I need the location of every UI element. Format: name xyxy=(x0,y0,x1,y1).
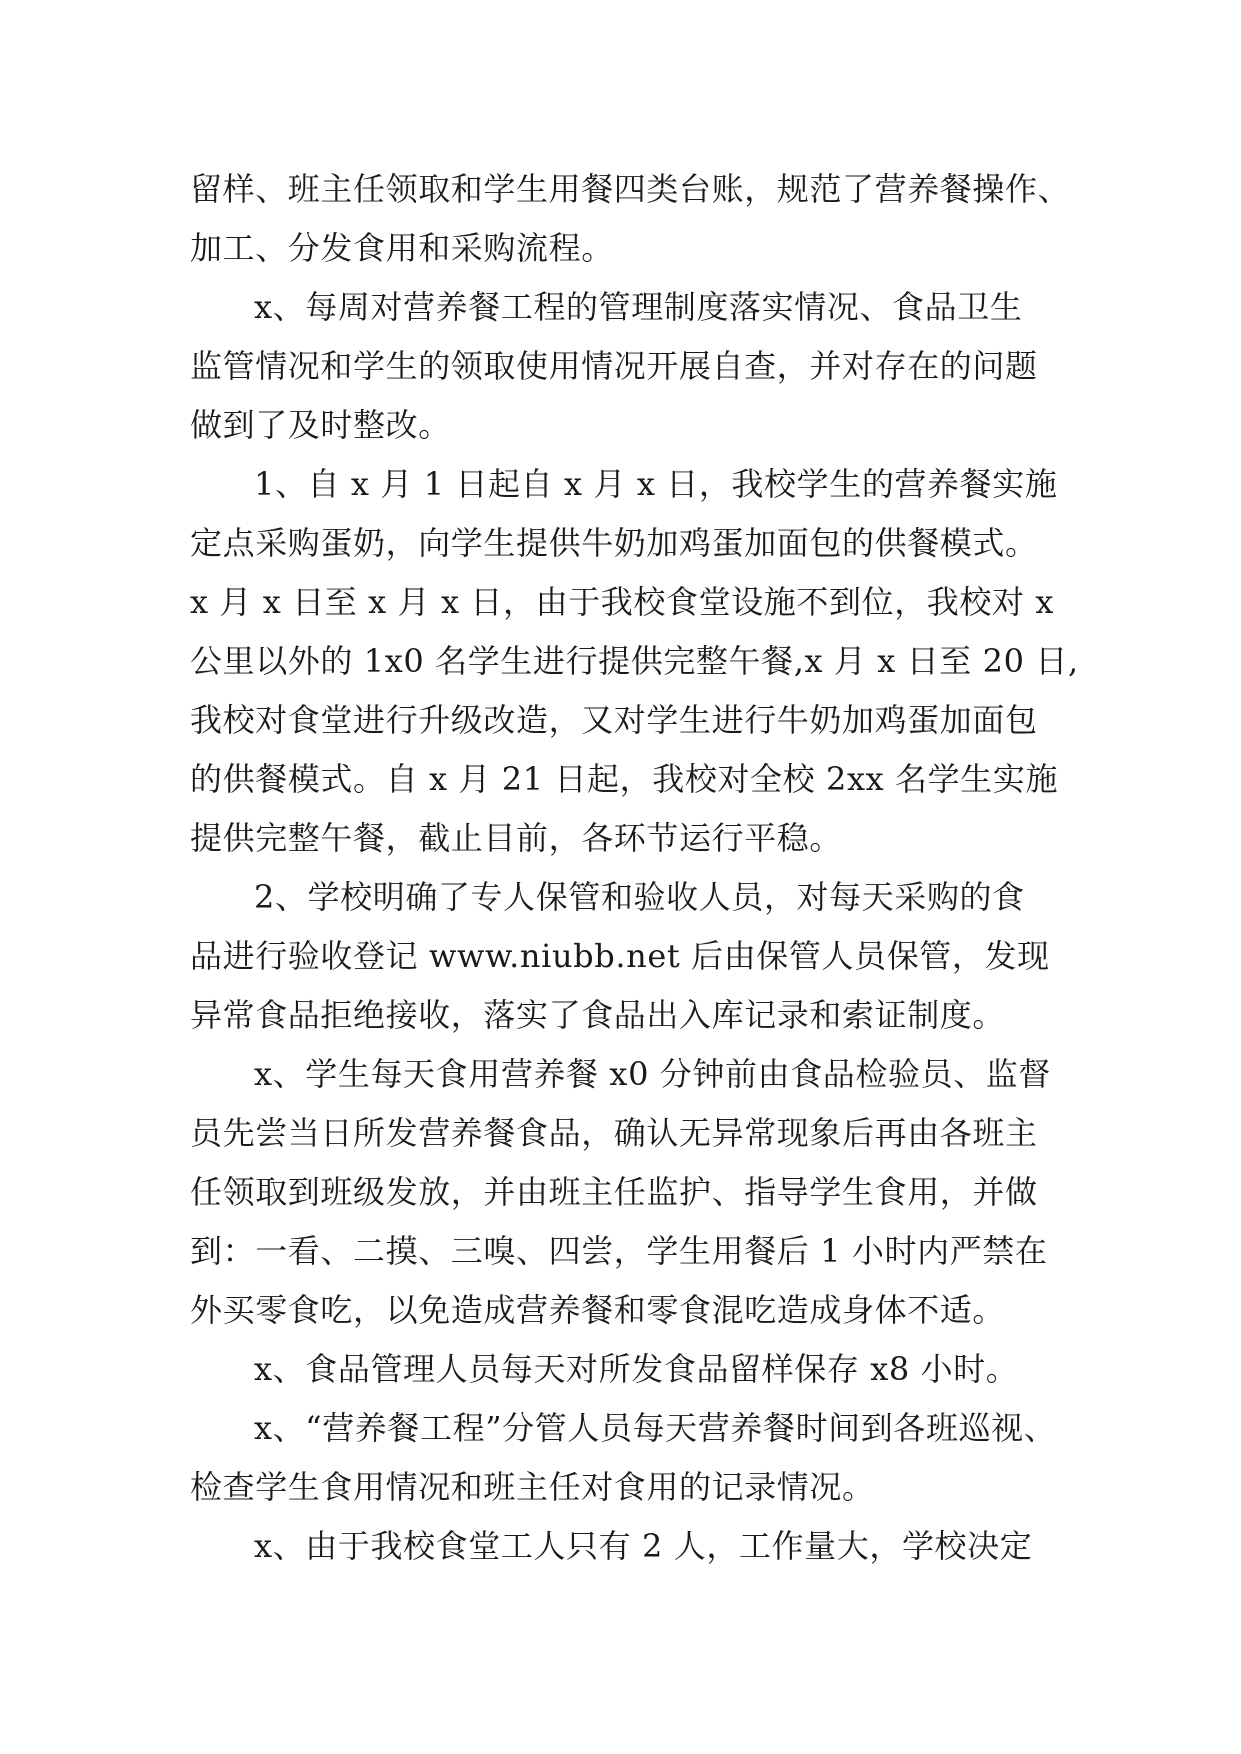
text-line: 监管情况和学生的领取使用情况开展自查，并对存在的问题 xyxy=(190,347,1038,385)
paragraph-start-line: x、由于我校食堂工人只有 2 人，工作量大，学校决定 xyxy=(254,1527,1033,1565)
text-line: 做到了及时整改。 xyxy=(190,406,451,444)
text-line: 检查学生食用情况和班主任对食用的记录情况。 xyxy=(190,1468,875,1506)
text-line: 定点采购蛋奶，向学生提供牛奶加鸡蛋加面包的供餐模式。 xyxy=(190,524,1038,562)
text-line: 品进行验收登记 www.niubb.net 后由保管人员保管，发现 xyxy=(190,937,1050,975)
paragraph-start-line: 1、自 x 月 1 日起自 x 月 x 日，我校学生的营养餐实施 xyxy=(254,465,1058,503)
paragraph-start-line: x、“营养餐工程”分管人员每天营养餐时间到各班巡视、 xyxy=(254,1409,1057,1447)
text-line: x 月 x 日至 x 月 x 日，由于我校食堂设施不到位，我校对 x xyxy=(190,583,1055,621)
paragraph-start-line: 2、学校明确了专人保管和验收人员，对每天采购的食 xyxy=(254,878,1025,916)
text-line: 员先尝当日所发营养餐食品，确认无异常现象后再由各班主 xyxy=(190,1114,1038,1152)
paragraph-start-line: x、学生每天食用营养餐 x0 分钟前由食品检验员、监督 xyxy=(254,1055,1051,1093)
document-body xyxy=(190,160,1079,1576)
text-line: 留样、班主任领取和学生用餐四类台账，规范了营养餐操作、 xyxy=(190,170,1071,208)
text-line: 提供完整午餐，截止目前，各环节运行平稳。 xyxy=(190,819,843,857)
text-line: 我校对食堂进行升级改造，又对学生进行牛奶加鸡蛋加面包 xyxy=(190,701,1038,739)
text-line: 任领取到班级发放，并由班主任监护、指导学生食用，并做 xyxy=(190,1173,1038,1211)
paragraph-start-line: x、每周对营养餐工程的管理制度落实情况、食品卫生 xyxy=(254,288,1023,326)
text-line: 异常食品拒绝接收，落实了食品出入库记录和索证制度。 xyxy=(190,996,1006,1034)
text-line: 到：一看、二摸、三嗅、四尝，学生用餐后 1 小时内严禁在 xyxy=(190,1232,1048,1270)
text-line: 外买零食吃，以免造成营养餐和零食混吃造成身体不适。 xyxy=(190,1291,1006,1329)
text-line: 的供餐模式。自 x 月 21 日起，我校对全校 2xx 名学生实施 xyxy=(190,760,1059,798)
text-line: 公里以外的 1x0 名学生进行提供完整午餐,x 月 x 日至 20 日, xyxy=(190,642,1079,680)
paragraph-start-line: x、食品管理人员每天对所发食品留样保存 x8 小时。 xyxy=(254,1350,1019,1388)
text-line: 加工、分发食用和采购流程。 xyxy=(190,229,614,267)
